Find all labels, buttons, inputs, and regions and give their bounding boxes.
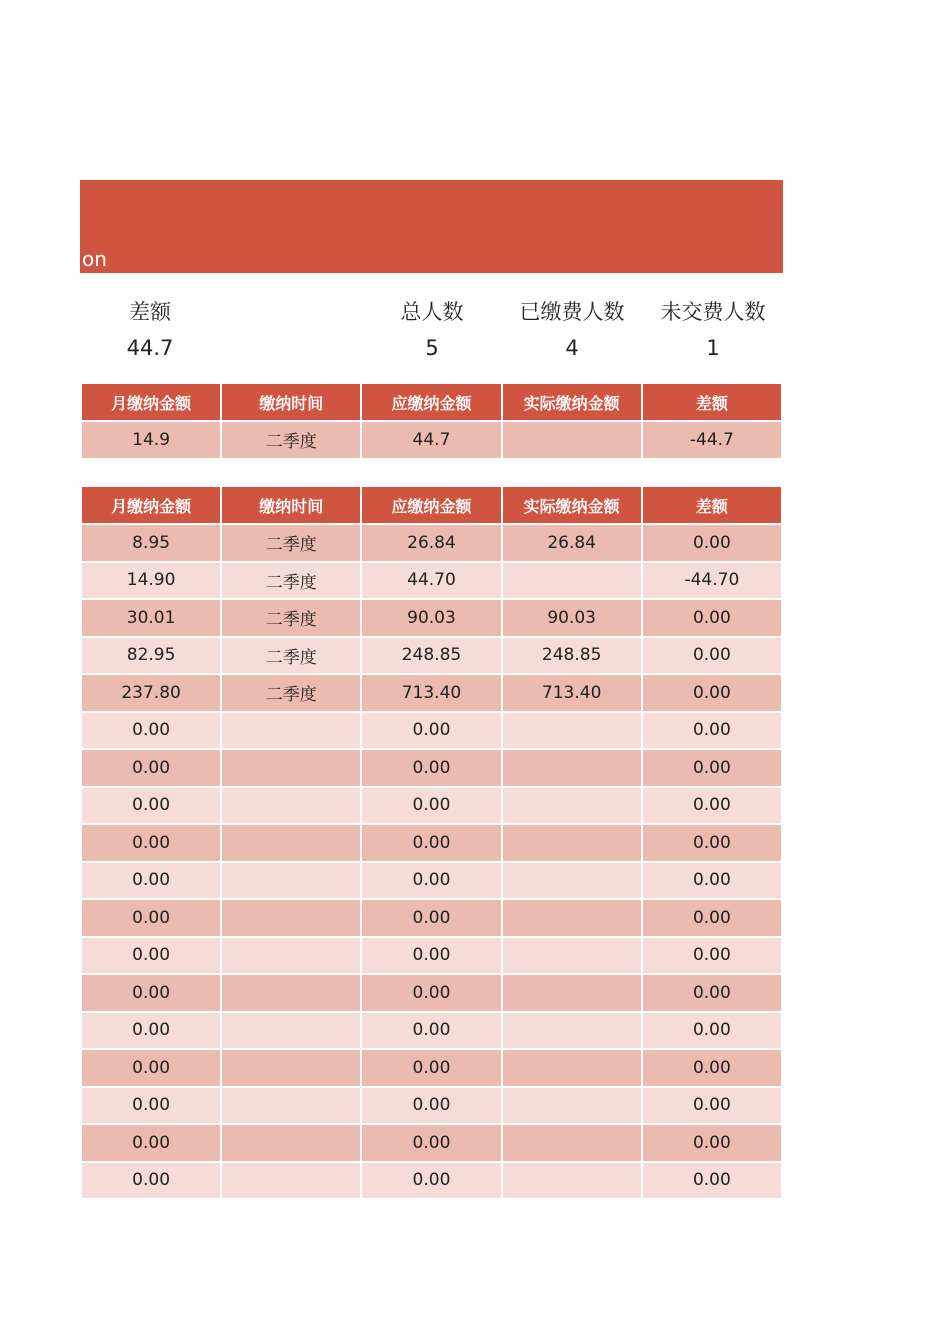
- cell-due-amount[interactable]: 44.7: [361, 421, 501, 459]
- cell-actual-amount[interactable]: [502, 562, 642, 600]
- cell-difference[interactable]: 0.00: [642, 712, 782, 750]
- cell-monthly-amount[interactable]: 0.00: [81, 824, 221, 862]
- payment-table-body: [81, 524, 782, 1199]
- cell-difference[interactable]: 0.00: [642, 787, 782, 825]
- cell-difference[interactable]: 0.00: [642, 937, 782, 975]
- lookup-row: [81, 421, 782, 459]
- cell-actual-amount[interactable]: [502, 824, 642, 862]
- cell-due-amount[interactable]: 0.00: [361, 937, 501, 975]
- cell-actual-amount[interactable]: 248.85: [502, 637, 642, 675]
- cell-difference[interactable]: 0.00: [642, 749, 782, 787]
- diff-value: 44.7: [126, 336, 174, 360]
- table-row: [81, 1087, 782, 1125]
- table-row: [81, 974, 782, 1012]
- cell-actual-amount[interactable]: 713.40: [502, 674, 642, 712]
- cell-difference[interactable]: 0.00: [642, 524, 782, 562]
- table-row: [81, 862, 782, 900]
- table-row: [81, 787, 782, 825]
- cell-due-amount[interactable]: 90.03: [361, 599, 501, 637]
- table-row: [81, 599, 782, 637]
- banner-text: on: [82, 247, 107, 271]
- cell-due-amount[interactable]: 0.00: [361, 712, 501, 750]
- header-due-amount[interactable]: 应缴纳金额: [361, 383, 501, 421]
- cell-due-amount[interactable]: 0.00: [361, 787, 501, 825]
- payment-table: [80, 485, 783, 1200]
- cell-monthly-amount[interactable]: 0.00: [81, 1162, 221, 1200]
- cell-payment-time[interactable]: 二季度: [221, 599, 361, 637]
- cell-monthly-amount[interactable]: 0.00: [81, 1124, 221, 1162]
- cell-due-amount[interactable]: 0.00: [361, 862, 501, 900]
- cell-payment-time[interactable]: 二季度: [221, 637, 361, 675]
- cell-due-amount[interactable]: 0.00: [361, 1087, 501, 1125]
- cell-actual-amount[interactable]: [502, 749, 642, 787]
- cell-payment-time[interactable]: 二季度: [221, 421, 361, 459]
- cell-difference[interactable]: -44.70: [642, 562, 782, 600]
- cell-payment-time[interactable]: [221, 749, 361, 787]
- cell-difference[interactable]: 0.00: [642, 599, 782, 637]
- paid-value: 4: [565, 336, 579, 360]
- header-payment-time[interactable]: 缴纳时间: [221, 383, 361, 421]
- table-row: [81, 712, 782, 750]
- table-row: [81, 749, 782, 787]
- cell-monthly-amount[interactable]: 82.95: [81, 637, 221, 675]
- cell-actual-amount[interactable]: [502, 862, 642, 900]
- table-row: [81, 1012, 782, 1050]
- cell-payment-time[interactable]: 二季度: [221, 674, 361, 712]
- cell-payment-time[interactable]: [221, 824, 361, 862]
- table-row: [81, 1162, 782, 1200]
- cell-actual-amount[interactable]: [502, 1162, 642, 1200]
- cell-payment-time[interactable]: [221, 899, 361, 937]
- cell-monthly-amount[interactable]: 0.00: [81, 862, 221, 900]
- header-due-amount[interactable]: 应缴纳金额: [361, 486, 501, 524]
- cell-monthly-amount[interactable]: 14.90: [81, 562, 221, 600]
- cell-payment-time[interactable]: [221, 1162, 361, 1200]
- cell-payment-time[interactable]: [221, 1012, 361, 1050]
- lookup-table: [80, 382, 783, 460]
- cell-due-amount[interactable]: 0.00: [361, 899, 501, 937]
- cell-payment-time[interactable]: 二季度: [221, 562, 361, 600]
- cell-payment-time[interactable]: [221, 1124, 361, 1162]
- cell-difference[interactable]: 0.00: [642, 637, 782, 675]
- total-value: 5: [425, 336, 439, 360]
- table-row: [81, 1049, 782, 1087]
- cell-difference[interactable]: 0.00: [642, 862, 782, 900]
- cell-monthly-amount[interactable]: 30.01: [81, 599, 221, 637]
- cell-payment-time[interactable]: [221, 787, 361, 825]
- cell-due-amount[interactable]: 0.00: [361, 974, 501, 1012]
- cell-difference[interactable]: -44.7: [642, 421, 782, 459]
- cell-actual-amount[interactable]: 90.03: [502, 599, 642, 637]
- cell-payment-time[interactable]: [221, 712, 361, 750]
- lookup-header-row: [81, 383, 782, 421]
- unpaid-value: 1: [706, 336, 720, 360]
- cell-actual-amount[interactable]: [502, 1124, 642, 1162]
- cell-actual-amount[interactable]: [502, 421, 642, 459]
- cell-actual-amount[interactable]: 26.84: [502, 524, 642, 562]
- cell-difference[interactable]: 0.00: [642, 674, 782, 712]
- cell-actual-amount[interactable]: [502, 937, 642, 975]
- cell-monthly-amount[interactable]: 0.00: [81, 1087, 221, 1125]
- table-row: [81, 562, 782, 600]
- cell-due-amount[interactable]: 248.85: [361, 637, 501, 675]
- cell-actual-amount[interactable]: [502, 974, 642, 1012]
- table-row: [81, 937, 782, 975]
- cell-monthly-amount[interactable]: 0.00: [81, 1049, 221, 1087]
- paid-label: 已缴费人数: [519, 300, 625, 324]
- unpaid-label: 未交费人数: [660, 300, 766, 324]
- cell-monthly-amount[interactable]: 0.00: [81, 974, 221, 1012]
- cell-monthly-amount[interactable]: 8.95: [81, 524, 221, 562]
- cell-monthly-amount[interactable]: 237.80: [81, 674, 221, 712]
- cell-actual-amount[interactable]: [502, 1049, 642, 1087]
- table-row: [81, 824, 782, 862]
- cell-payment-time[interactable]: [221, 974, 361, 1012]
- cell-payment-time[interactable]: [221, 862, 361, 900]
- cell-monthly-amount[interactable]: 14.9: [81, 421, 221, 459]
- cell-actual-amount[interactable]: [502, 899, 642, 937]
- cell-due-amount[interactable]: 26.84: [361, 524, 501, 562]
- header-actual-amount[interactable]: 实际缴纳金额: [502, 486, 642, 524]
- header-difference[interactable]: 差额: [642, 383, 782, 421]
- cell-due-amount[interactable]: 0.00: [361, 1162, 501, 1200]
- cell-monthly-amount[interactable]: 0.00: [81, 1012, 221, 1050]
- header-monthly-amount[interactable]: 月缴纳金额: [81, 383, 221, 421]
- cell-monthly-amount[interactable]: 0.00: [81, 749, 221, 787]
- header-actual-amount[interactable]: 实际缴纳金额: [502, 383, 642, 421]
- cell-payment-time[interactable]: [221, 937, 361, 975]
- table-row: [81, 674, 782, 712]
- payment-header-row: [81, 486, 782, 524]
- table-row: [81, 524, 782, 562]
- table-row: [81, 637, 782, 675]
- cell-actual-amount[interactable]: [502, 1087, 642, 1125]
- header-monthly-amount[interactable]: 月缴纳金额: [81, 486, 221, 524]
- cell-monthly-amount[interactable]: 0.00: [81, 937, 221, 975]
- cell-difference[interactable]: 0.00: [642, 1124, 782, 1162]
- title-banner: [80, 180, 783, 273]
- cell-difference[interactable]: 0.00: [642, 1049, 782, 1087]
- table-row: [81, 1124, 782, 1162]
- cell-due-amount[interactable]: 0.00: [361, 1124, 501, 1162]
- table-row: [81, 899, 782, 937]
- total-label: 总人数: [400, 300, 464, 324]
- cell-monthly-amount[interactable]: 0.00: [81, 787, 221, 825]
- cell-due-amount[interactable]: 0.00: [361, 1012, 501, 1050]
- cell-difference[interactable]: 0.00: [642, 1162, 782, 1200]
- cell-due-amount[interactable]: 713.40: [361, 674, 501, 712]
- cell-payment-time[interactable]: 二季度: [221, 524, 361, 562]
- cell-payment-time[interactable]: [221, 1087, 361, 1125]
- cell-payment-time[interactable]: [221, 1049, 361, 1087]
- cell-actual-amount[interactable]: [502, 787, 642, 825]
- cell-due-amount[interactable]: 0.00: [361, 749, 501, 787]
- cell-actual-amount[interactable]: [502, 1012, 642, 1050]
- cell-difference[interactable]: 0.00: [642, 974, 782, 1012]
- cell-due-amount[interactable]: 0.00: [361, 1049, 501, 1087]
- cell-monthly-amount[interactable]: 0.00: [81, 899, 221, 937]
- header-payment-time[interactable]: 缴纳时间: [221, 486, 361, 524]
- cell-difference[interactable]: 0.00: [642, 824, 782, 862]
- cell-actual-amount[interactable]: [502, 712, 642, 750]
- cell-difference[interactable]: 0.00: [642, 1087, 782, 1125]
- diff-label: 差额: [129, 300, 171, 324]
- cell-due-amount[interactable]: 0.00: [361, 824, 501, 862]
- header-difference[interactable]: 差额: [642, 486, 782, 524]
- cell-difference[interactable]: 0.00: [642, 1012, 782, 1050]
- cell-due-amount[interactable]: 44.70: [361, 562, 501, 600]
- cell-difference[interactable]: 0.00: [642, 899, 782, 937]
- cell-monthly-amount[interactable]: 0.00: [81, 712, 221, 750]
